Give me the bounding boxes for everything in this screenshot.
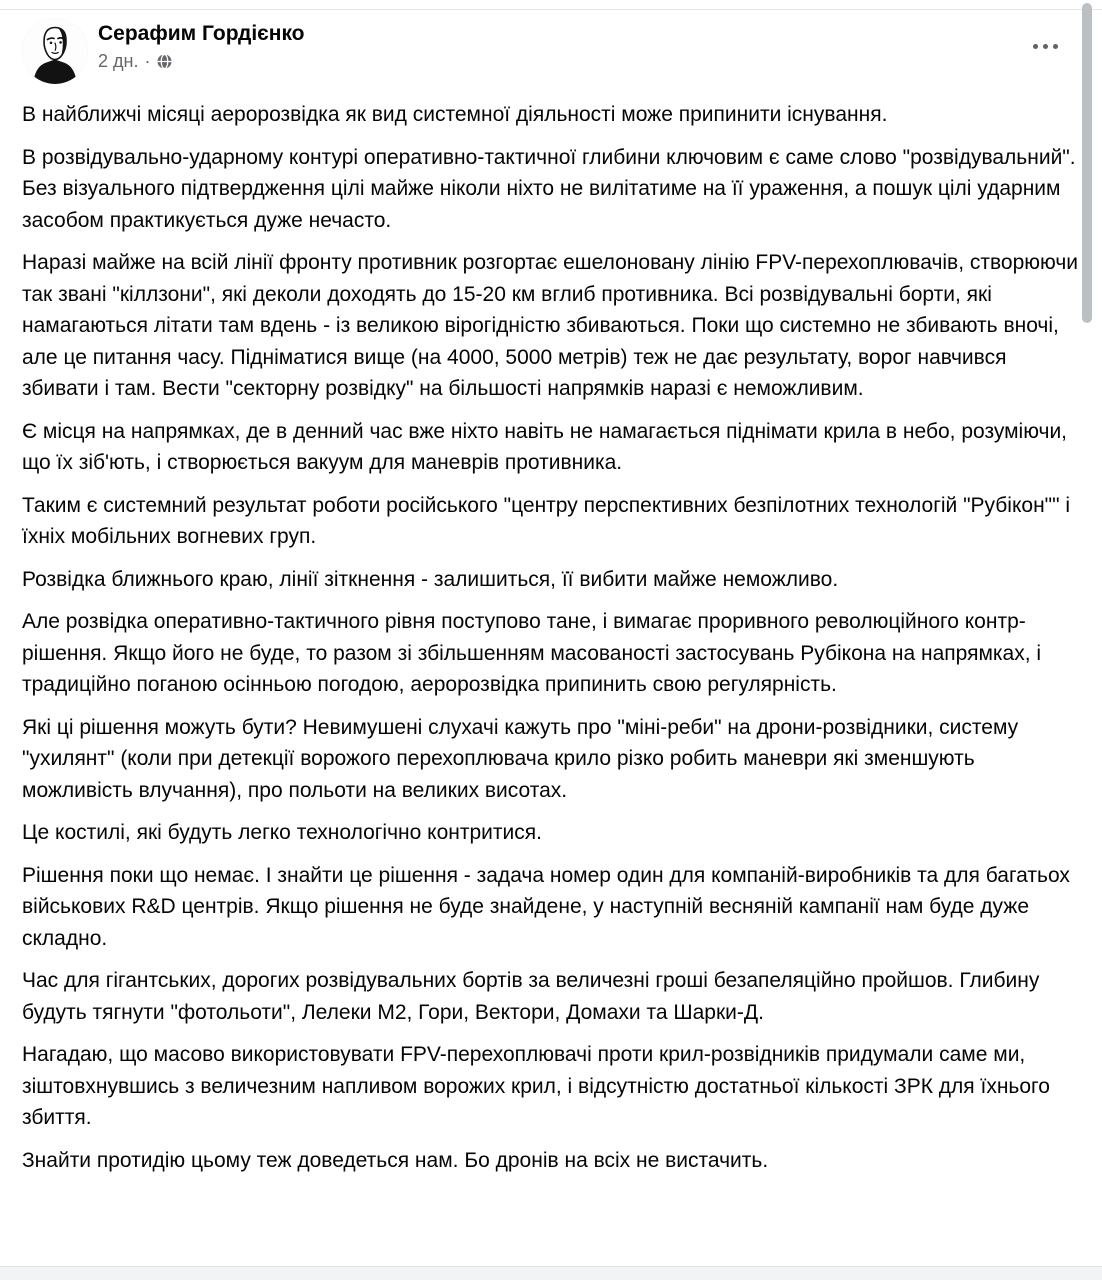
more-options-icon: [1033, 44, 1038, 49]
footer-strip: [0, 1266, 1102, 1280]
avatar[interactable]: [22, 18, 88, 84]
post-header: [22, 18, 1074, 84]
post-paragraph: Але розвідка оперативно-тактичного рівня поступово тане, і вимагає проривного революційного контр-рішення. Якщо його не буде, то разом зі збільшенням масованості застосувань Рубікона на напрямках, і традиційно поганою осінньою погодою, аеророзвідка припинить свою регулярність.: [22, 610, 1042, 696]
scrollbar-thumb[interactable]: [1082, 3, 1092, 323]
post-paragraph: Які ці рішення можуть бути? Невимушені слухачі кажуть про "міні-реби" на дрони-розвідники, систему "ухилянт" (коли при детекції ворожого перехоплювача крило різко робить маневри які зменшують можливість влучання), про польоти на великих висотах.: [22, 715, 1019, 802]
post-top-divider: [0, 9, 1102, 10]
post-paragraph: Є місця на напрямках, де в денний час вже ніхто навіть не намагається піднімати крила в небо, розуміючи, що їх зіб'ють, і створюється вакуум для маневрів противника.: [22, 419, 1068, 474]
post-paragraph: Знайти протидію цьому теж доведеться нам. Бо дронів на всіх не вистачить.: [22, 1148, 769, 1172]
post-paragraph: Рішення поки що немає. І знайти це рішення - задача номер один для компаній-виробників та для багатьох військових R&D центрів. Якщо рішення не буде знайдене, у наступній весняній кампанії нам буде дуже складно.: [22, 863, 1070, 950]
more-options-button[interactable]: [1029, 40, 1062, 53]
more-options-icon: [1043, 44, 1048, 49]
author-name[interactable]: Серафим Гордієнко: [98, 22, 305, 45]
globe-privacy-icon: [156, 53, 173, 70]
post-paragraph: В найближчі місяці аеророзвідка як вид системної діяльності може припинити існування.: [22, 103, 888, 126]
post-paragraph: Час для гігантських, дорогих розвідувальних бортів за величезні гроші безапеляційно пройшов. Глибину будуть тягнути "фотольоти", Лелеки М2, Гори, Вектори, Домахи та Шарки-Д.: [22, 969, 1040, 1024]
post-paragraph: Нагадаю, що масово використовувати FPV-перехоплювачі проти крил-розвідників придумали саме ми, зіштовхнувшись з величезним напливом ворожих крил, і відсутністю достатньої кількості ЗРК для їхнього збиття.: [22, 1043, 1050, 1129]
meta-separator: ·: [144, 51, 151, 71]
post-timestamp[interactable]: 2 дн.: [98, 51, 139, 71]
post-paragraph: Наразі майже на всій лінії фронту противник розгортає ешелоновану лінію FPV-перехоплювачів, створюючи так звані "кіллзони", які деколи доходять до 15-20 км вглиб противника. Всі розвідувальні борти, які намагаються літати там вдень - із великою вірогідністю збиваються. Поки що системно не збивають вночі, але це питання часу. Підніматися вище (на 4000, 5000 метрів) теж не дає результату, ворог навчився збивати і там. Вести "секторну розвідку" на більшості напрямків наразі є неможливим.: [22, 251, 1078, 400]
post-paragraph: Розвідка ближнього краю, лінії зіткнення - залишиться, її вибити майже неможливо.: [22, 567, 839, 591]
post-header-text: [98, 18, 305, 72]
more-options-icon: [1053, 44, 1058, 49]
post-meta: [98, 50, 305, 72]
post-paragraph: Таким є системний результат роботи російського "центру перспективних безпілотних технологій "Рубікон"" і їхніх мобільних вогневих груп.: [22, 493, 1071, 548]
avatar-portrait-image: [22, 18, 88, 84]
post-paragraph: Це костилі, які будуть легко технологічно контритися.: [22, 821, 542, 844]
post-body: [22, 99, 1082, 1187]
post-paragraph: В розвідувально-ударному контурі оперативно-тактичної глибини ключовим є саме слово "розвідувальний". Без візуального підтвердження цілі майже ніколи ніхто не вилітатиме на її ураження, а пошук цілі ударним засобом практикується дуже нечасто.: [22, 145, 1076, 232]
